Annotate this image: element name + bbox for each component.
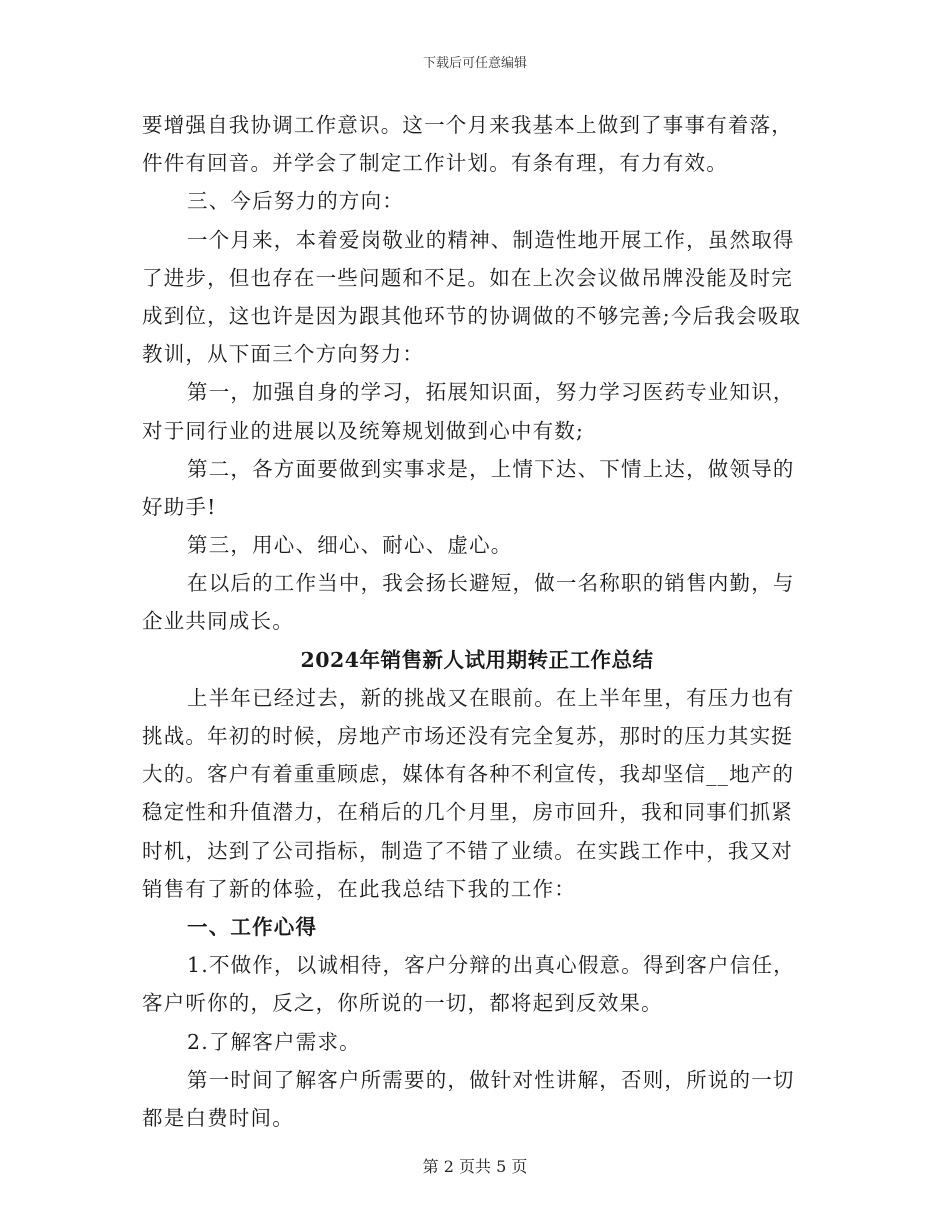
document-body [142, 106, 812, 1137]
text-line: 件件有回音。并学会了制定工作计划。有条有理，有力有效。 [142, 151, 728, 176]
text-line: 企业共同成长。 [142, 609, 294, 634]
text-line: 要增强自我协调工作意识。这一个月来我基本上做到了事事有着落， [142, 113, 793, 137]
text-line: 一个月来，本着爱岗敬业的精神、制造性地开展工作，虽然取得 [187, 227, 795, 252]
text-line: 销售有了新的体验，在此我总结下我的工作： [142, 876, 576, 901]
text-line: 了进步，但也存在一些问题和不足。如在上次会议做吊牌没能及时完 [142, 265, 793, 290]
text-line: 挑战。年初的时候，房地产市场还没有完全复苏，那时的压力其实挺 [142, 724, 793, 748]
text-line: 第一时间了解客户所需要的，做针对性讲解，否则，所说的一切 [187, 1067, 795, 1092]
text-line: 好助手! [142, 494, 217, 519]
text-line: 对于同行业的进展以及统筹规划做到心中有数; [142, 418, 585, 443]
text-line: 上半年已经过去，新的挑战又在眼前。在上半年里，有压力也有 [187, 685, 795, 710]
text-line: 2.了解客户需求。 [187, 1029, 361, 1054]
text-line: 第一，加强自身的学习，拓展知识面，努力学习医药专业知识， [187, 380, 795, 405]
text-line: 三、今后努力的方向： [187, 189, 404, 214]
text-line: 时机，达到了公司指标，制造了不错了业绩。在实践工作中，我又对 [142, 838, 793, 863]
text-line: 都是白费时间。 [142, 1105, 294, 1130]
text-line: 第三，用心、细心、耐心、虚心。 [187, 533, 513, 558]
text-line: 客户听你的，反之，你所说的一切，都将起到反效果。 [142, 991, 663, 1016]
section-title: 2024年销售新人试用期转正工作总结 [300, 647, 654, 672]
page-footer: 第 2 页共 5 页 [422, 1157, 528, 1176]
section-heading: 一、工作心得 [187, 914, 318, 939]
text-line: 第二，各方面要做到实事求是，上情下达、下情上达，做领导的 [187, 456, 795, 481]
text-line: 大的。客户有着重重顾虑，媒体有各种不利宣传，我却坚信__地产的 [142, 762, 795, 787]
text-line: 教训，从下面三个方向努力： [142, 342, 425, 367]
text-line: 成到位，这也许是因为跟其他环节的协调做的不够完善;今后我会吸取 [142, 303, 802, 328]
text-line: 1.不做作，以诚相待，客户分辩的出真心假意。得到客户信任， [187, 953, 795, 978]
page-header: 下载后可任意编辑 [422, 56, 527, 71]
text-line: 在以后的工作当中，我会扬长避短，做一名称职的销售内勤，与 [187, 571, 795, 596]
text-line: 稳定性和升值潜力，在稍后的几个月里，房市回升，我和同事们抓紧 [142, 800, 793, 825]
